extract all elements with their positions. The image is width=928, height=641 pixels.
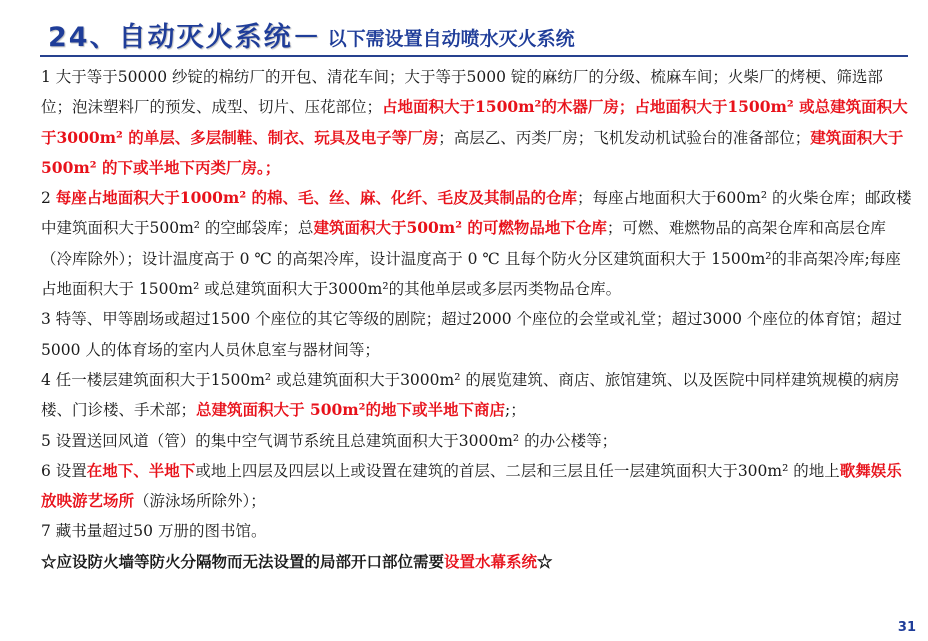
body-text: ;； xyxy=(504,401,526,420)
page-number: 31 xyxy=(897,620,916,635)
body-text: 6 设置 xyxy=(41,461,87,480)
sprinkler-requirement-item xyxy=(41,516,913,546)
slide-body xyxy=(41,62,913,577)
body-text: 7 藏书量超过50 万册的图书馆。 xyxy=(41,522,267,541)
sprinkler-requirement-item xyxy=(41,304,913,365)
highlighted-text: 歌舞娱乐放映游艺场所 xyxy=(41,460,902,511)
body-text: 1 大于等于50000 纱锭的棉纺厂的开包、清花车间；大于等于5000 锭的麻纺厂的分级、梳麻车间；火柴厂的烤梗、筛选部位；泡沫塑料厂的预发、成型、切片、压花部位； xyxy=(41,68,883,117)
header-divider xyxy=(40,55,908,57)
highlighted-text: 建筑面积大于500m² 的下或半地下丙类厂房。； xyxy=(41,127,904,177)
sprinkler-requirement-item xyxy=(41,426,913,456)
highlighted-text: 每座占地面积大于1000m² 的棉、毛、丝、麻、化纤、毛皮及其制品的仓库 xyxy=(55,188,578,208)
body-text: （游泳场所除外）； xyxy=(134,492,266,511)
slide-subtitle: 以下需设置自动喷水灭火系统 xyxy=(327,28,575,50)
body-text: ；可燃、难燃物品的高架仓库和高层仓库（冷库除外）；设计温度高于 0 ℃ 的高架冷库，设计温度高于 0 ℃ 且每个防火分区建筑面积大于 1500m²的非高架冷库;每座占地面积大于 1500m² 或总建筑面积大于3000m²的其他单层或多层丙类物品仓库。 xyxy=(41,219,901,299)
water-curtain-note xyxy=(41,547,913,577)
body-text: 3 特等、甲等剧场或超过1500 个座位的其它等级的剧院；超过2000 个座位的会堂或礼堂；超过3000 个座位的体育馆；超过5000 人的体育场的室内人员休息室与器材间等； xyxy=(41,310,902,359)
sprinkler-requirement-item xyxy=(41,456,913,517)
body-text: ；高层乙、丙类厂房；飞机发动机试验台的准备部位； xyxy=(438,128,811,147)
body-text: 5 设置送回风道（管）的集中空气调节系统且总建筑面积大于3000m² 的办公楼等； xyxy=(41,431,618,450)
sprinkler-requirement-item xyxy=(41,183,913,304)
sprinkler-requirement-item xyxy=(41,62,913,183)
highlighted-text: 在地下、半地下 xyxy=(86,460,196,480)
highlighted-text: 占地面积大于1500m²的木器厂房；占地面积大于1500m² 或总建筑面积大于3000m² 的单层、多层制鞋、制衣、玩具及电子等厂房 xyxy=(41,97,908,147)
body-text: 4 任一楼层建筑面积大于1500m² 或总建筑面积大于3000m² 的展览建筑、商店、旅馆建筑、以及医院中同样建筑规模的病房楼、门诊楼、手术部； xyxy=(41,370,900,420)
sprinkler-requirement-item xyxy=(41,365,913,426)
body-text: ☆ xyxy=(537,551,553,571)
body-text: ；每座占地面积大于600m² 的火柴仓库；邮政楼中建筑面积大于500m² 的空邮袋库；总 xyxy=(41,189,912,238)
body-text: ☆应设防火墙等防火分隔物而无法设置的局部开口部位需要 xyxy=(41,551,445,571)
body-text: 或地上四层及四层以上或设置在建筑的首层、二层和三层且任一层建筑面积大于300m² 的地上 xyxy=(195,461,840,480)
slide-header xyxy=(48,10,908,54)
highlighted-text: 建筑面积大于500m² 的可燃物品地下仓库 xyxy=(313,218,607,238)
highlighted-text: 总建筑面积大于 500m²的地下或半地下商店 xyxy=(196,400,505,420)
body-text: 2 xyxy=(41,189,56,208)
slide-title: 24、自动灭火系统－ xyxy=(48,22,322,53)
highlighted-text: 设置水幕系统 xyxy=(444,551,538,571)
